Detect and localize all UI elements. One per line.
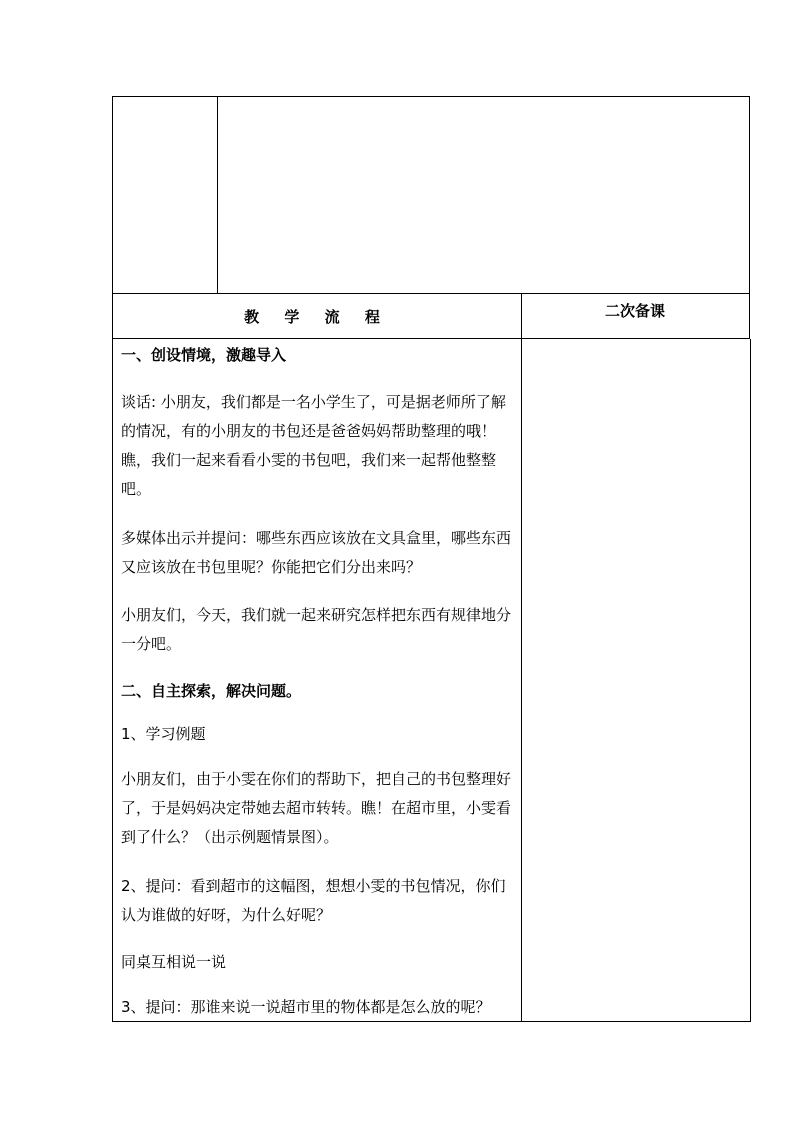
teaching-process-header: 教 学 流 程 <box>112 294 522 339</box>
example-story-paragraph: 小朋友们，由于小雯在你们的帮助下，把自己的书包整理好了，于是妈妈决定带她去超市转转。瞧！在超市里，小雯看到了什么？（出示例题情景图）。 <box>121 770 512 846</box>
step3-question: 3、提问：那谁来说一说超市里的物体都是怎么放的呢？ <box>121 998 491 1016</box>
intro-talk-paragraph: 谈话: 小朋友，我们都是一名小学生了，可是据老师所了解的情况，有的小朋友的书包还是爸爸妈妈帮助整理的哦！瞧，我们一起来看看小雯的书包吧，我们来一起帮他整整吧。 <box>121 393 506 498</box>
pair-discussion-line: 同桌互相说一说 <box>121 953 227 971</box>
top-table-column-divider <box>217 97 218 293</box>
section1-heading: 一、创设情境，激趣导入 <box>121 346 287 364</box>
multimedia-question-paragraph: 多媒体出示并提问：哪些东西应该放在文具盒里，哪些东西又应该放在书包里呢？你能把它们分出来吗？ <box>121 529 512 576</box>
secondary-preparation-header: 二次备课 <box>521 294 750 339</box>
topic-intro-paragraph: 小朋友们，今天，我们就一起来研究怎样把东西有规律地分一分吧。 <box>121 606 512 653</box>
section2-heading: 二、自主探索，解决问题。 <box>121 682 302 700</box>
step1-label: 1、学习例题 <box>121 725 206 743</box>
secondary-preparation-cell <box>521 339 751 1022</box>
top-table-row <box>112 96 750 294</box>
step2-question: 2、提问：看到超市的这幅图，想想小雯的书包情况，你们认为谁做的好呀，为什么好呢？ <box>121 877 506 924</box>
